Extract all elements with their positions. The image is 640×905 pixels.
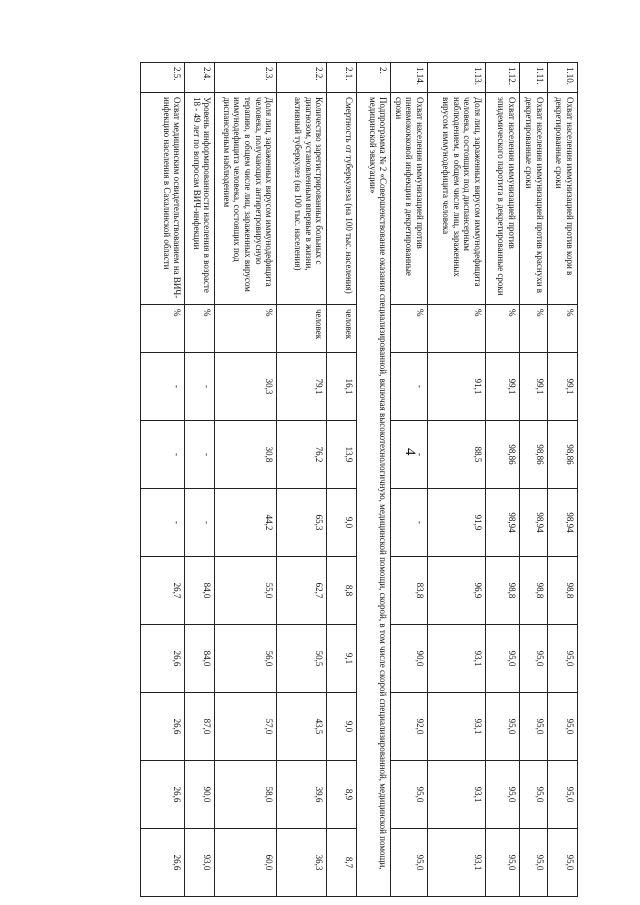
row-number: 1.13. <box>428 63 486 93</box>
value-cell: 95,0 <box>520 829 548 897</box>
value-cell: 95,0 <box>520 693 548 761</box>
row-number: 1.11. <box>520 63 548 93</box>
section-title: Подпрограмма № 2 «Совершенствование оказания специализированной, включая высокотехнологичную, медицинской помощи, скорой, в том числе скорой специализированной, медицинской помощи, медицинской эвакуации» <box>357 93 391 897</box>
row-number: 2.2. <box>277 63 327 93</box>
value-cell: 90,0 <box>391 625 428 693</box>
indicator-name: Охват медицинским освидетельствованием на ВИЧ-инфекцию населения в Сахалинской области <box>141 93 185 305</box>
unit-cell: человек <box>327 305 357 353</box>
value-cell: 8,7 <box>327 829 357 897</box>
value-cell: 93,0 <box>185 829 215 897</box>
value-cell: - <box>141 489 185 557</box>
value-cell: 13,9 <box>327 421 357 489</box>
value-cell: 95,0 <box>486 625 520 693</box>
unit-cell: % <box>548 305 578 353</box>
table-row <box>486 63 520 897</box>
value-cell: - <box>185 421 215 489</box>
value-cell: 39,6 <box>277 761 327 829</box>
table-body <box>141 63 578 897</box>
value-cell: 9,0 <box>327 489 357 557</box>
value-cell: 90,0 <box>185 761 215 829</box>
indicator-name: Доля лиц, зараженных вирусом иммунодефицита человека, получающих антиретровирусную терапию, в общем числе лиц, зараженных вирусом иммунодефицита человека, состоящих под диспансерным наблюдением <box>215 93 277 305</box>
value-cell: 98,94 <box>520 489 548 557</box>
value-cell: 95,0 <box>520 761 548 829</box>
row-number: 1.14. <box>391 63 428 93</box>
value-cell: 84,0 <box>185 557 215 625</box>
value-cell: 99,1 <box>548 353 578 421</box>
value-cell: 95,0 <box>548 829 578 897</box>
value-cell: 99,1 <box>486 353 520 421</box>
value-cell: 56,0 <box>215 625 277 693</box>
value-cell: 98,8 <box>520 557 548 625</box>
value-cell: 50,5 <box>277 625 327 693</box>
value-cell: 98,8 <box>548 557 578 625</box>
value-cell: 76,2 <box>277 421 327 489</box>
row-number: 2. <box>357 63 391 93</box>
value-cell: 8,9 <box>327 761 357 829</box>
value-cell: 93,1 <box>428 625 486 693</box>
value-cell: 8,8 <box>327 557 357 625</box>
indicator-name: Уровень информированности населения в возрасте 18 - 49 лет по вопросам ВИЧ-инфекции <box>185 93 215 305</box>
value-cell: 30,3 <box>215 353 277 421</box>
value-cell: 16,1 <box>327 353 357 421</box>
value-cell: 87,0 <box>185 693 215 761</box>
value-cell: 88,5 <box>428 421 486 489</box>
value-cell: 84,0 <box>185 625 215 693</box>
row-number: 2.1. <box>327 63 357 93</box>
table-row <box>520 63 548 897</box>
value-cell: 95,0 <box>486 693 520 761</box>
page-number: 4 <box>402 448 418 456</box>
row-number: 2.5. <box>141 63 185 93</box>
table-row <box>391 63 428 897</box>
indicator-name: Доля лиц, зараженных вирусом иммунодефицита человека, состоящих под диспансерным наблюдением, в общем числе лиц, зараженных вирусом иммунодефицита человека <box>428 93 486 305</box>
value-cell: 98,86 <box>520 421 548 489</box>
value-cell: 98,94 <box>548 489 578 557</box>
indicator-name: Охват населения иммунизацией против краснухи в декретированные сроки <box>520 93 548 305</box>
value-cell: 26,6 <box>141 693 185 761</box>
unit-cell: % <box>185 305 215 353</box>
value-cell: - <box>391 353 428 421</box>
value-cell: 60,0 <box>215 829 277 897</box>
value-cell: 83,8 <box>391 557 428 625</box>
value-cell: 57,0 <box>215 693 277 761</box>
value-cell: 9,1 <box>327 625 357 693</box>
unit-cell: % <box>215 305 277 353</box>
unit-cell: % <box>391 305 428 353</box>
value-cell: 26,7 <box>141 557 185 625</box>
table-row <box>277 63 327 897</box>
value-cell: 79,1 <box>277 353 327 421</box>
unit-cell: человек <box>277 305 327 353</box>
value-cell: 9,0 <box>327 693 357 761</box>
value-cell: 98,86 <box>486 421 520 489</box>
rotated-table-container <box>78 62 578 896</box>
value-cell: 62,7 <box>277 557 327 625</box>
value-cell: 30,8 <box>215 421 277 489</box>
unit-cell: % <box>428 305 486 353</box>
value-cell: 26,6 <box>141 761 185 829</box>
unit-cell: % <box>520 305 548 353</box>
indicator-name: Охват населения иммунизацией против кори в декретированные сроки <box>548 93 578 305</box>
value-cell: 96,9 <box>428 557 486 625</box>
value-cell: 98,94 <box>486 489 520 557</box>
value-cell: 98,8 <box>486 557 520 625</box>
table-row <box>327 63 357 897</box>
value-cell: 36,3 <box>277 829 327 897</box>
value-cell: - <box>391 421 428 489</box>
value-cell: 95,0 <box>520 625 548 693</box>
value-cell: - <box>141 353 185 421</box>
value-cell: 58,0 <box>215 761 277 829</box>
value-cell: 26,6 <box>141 829 185 897</box>
indicators-table <box>140 62 578 897</box>
table-row <box>141 63 185 897</box>
value-cell: 26,6 <box>141 625 185 693</box>
value-cell: 95,0 <box>391 829 428 897</box>
value-cell: 95,0 <box>548 761 578 829</box>
value-cell: - <box>185 353 215 421</box>
value-cell: 95,0 <box>486 761 520 829</box>
indicator-name: Смертность от туберкулеза (на 100 тыс. населения) <box>327 93 357 305</box>
row-number: 1.12. <box>486 63 520 93</box>
row-number: 1.10. <box>548 63 578 93</box>
value-cell: 44,2 <box>215 489 277 557</box>
value-cell: 95,0 <box>548 625 578 693</box>
value-cell: 43,5 <box>277 693 327 761</box>
row-number: 2.4. <box>185 63 215 93</box>
value-cell: - <box>141 421 185 489</box>
value-cell: - <box>391 489 428 557</box>
value-cell: 65,3 <box>277 489 327 557</box>
value-cell: 95,0 <box>486 829 520 897</box>
section-row <box>357 63 391 897</box>
indicator-name: Охват населения иммунизацией против эпидемического паротита в декретированные сроки <box>486 93 520 305</box>
unit-cell: % <box>486 305 520 353</box>
value-cell: 91,9 <box>428 489 486 557</box>
indicator-name: Охват населения иммунизацией против пневмококковой инфекции в декретированные сроки <box>391 93 428 305</box>
value-cell: 92,0 <box>391 693 428 761</box>
value-cell: 99,1 <box>520 353 548 421</box>
table-row <box>185 63 215 897</box>
table-row <box>548 63 578 897</box>
value-cell: 93,1 <box>428 693 486 761</box>
row-number: 2.3. <box>215 63 277 93</box>
value-cell: 93,1 <box>428 829 486 897</box>
value-cell: 95,0 <box>391 761 428 829</box>
value-cell: - <box>185 489 215 557</box>
table-row <box>428 63 486 897</box>
indicator-name: Количество зарегистрированных больных с диагнозом, установленным впервые в жизни, активный туберкулез (на 100 тыс. населения) <box>277 93 327 305</box>
unit-cell: % <box>141 305 185 353</box>
value-cell: 93,1 <box>428 761 486 829</box>
value-cell: 98,86 <box>548 421 578 489</box>
value-cell: 91,1 <box>428 353 486 421</box>
table-row <box>215 63 277 897</box>
value-cell: 95,0 <box>548 693 578 761</box>
value-cell: 55,0 <box>215 557 277 625</box>
